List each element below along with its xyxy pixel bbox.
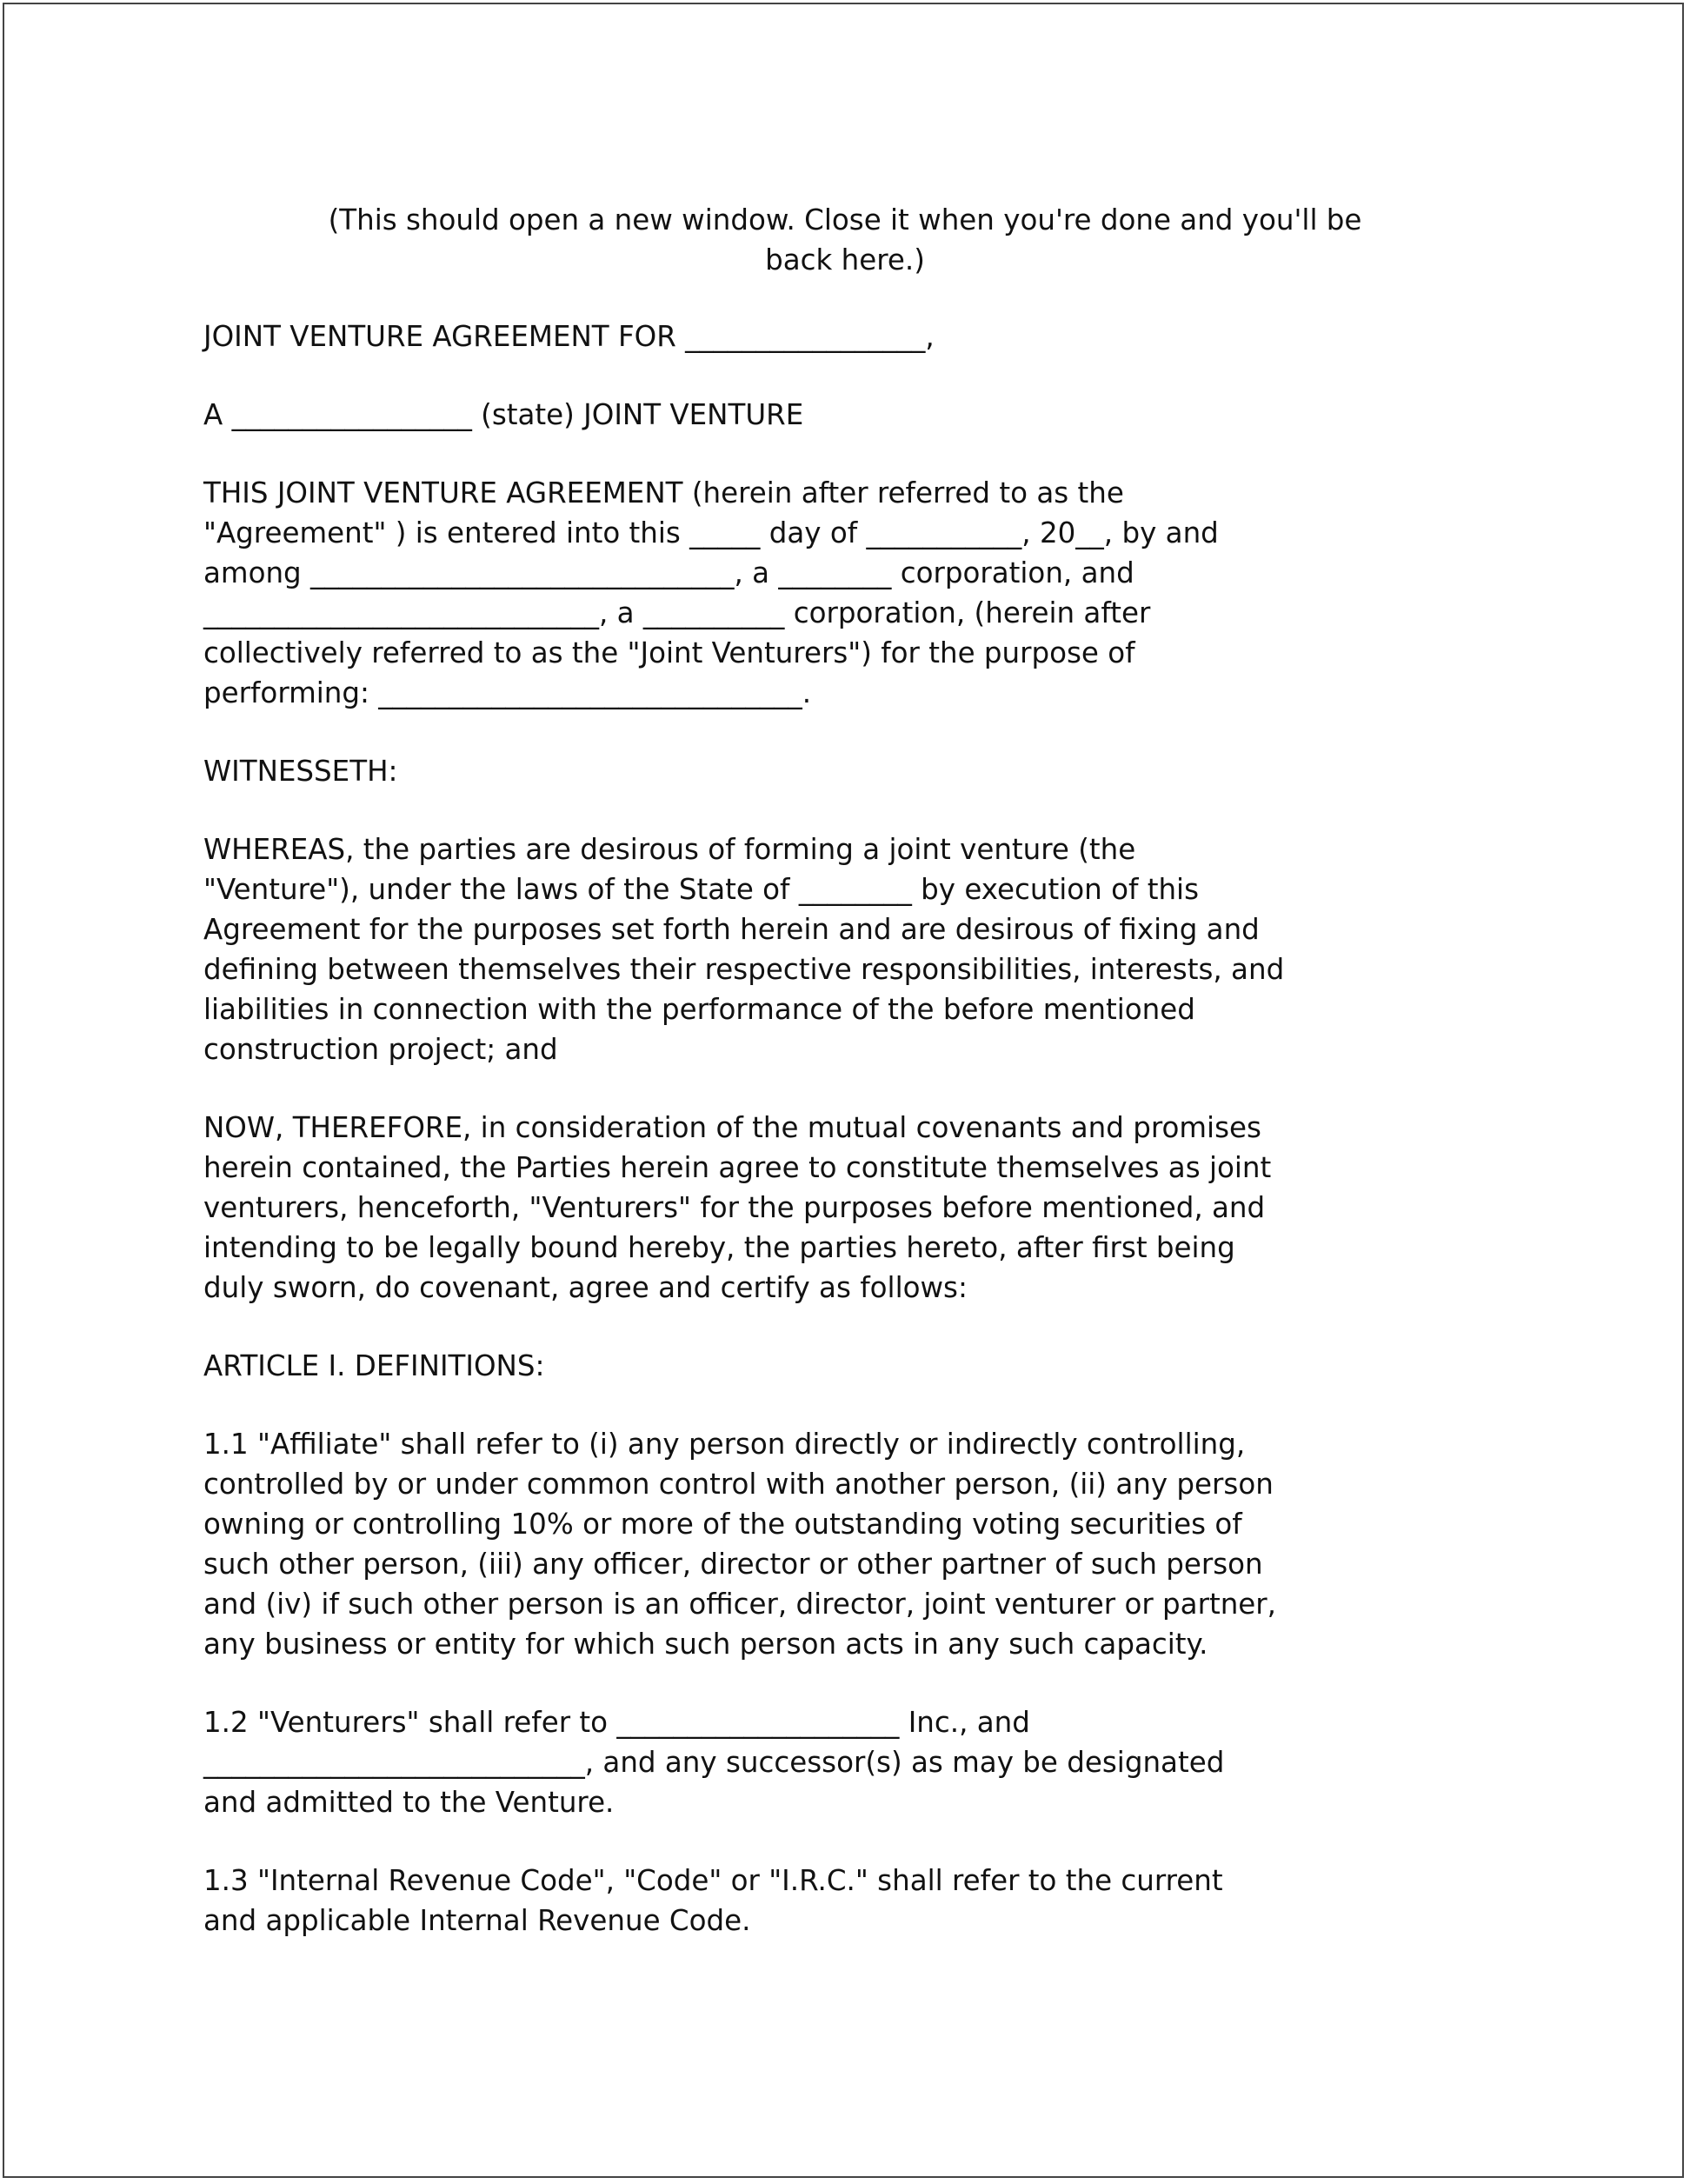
text-line: WITNESSETH:: [203, 755, 398, 788]
text-line: herein contained, the Parties herein agree to constitute themselves as joint: [203, 1151, 1272, 1184]
text-line: Agreement for the purposes set forth herein and are desirous of fixing and: [203, 913, 1260, 946]
definition-1-2: [203, 1702, 1525, 1822]
article-1-heading: [203, 1346, 1525, 1386]
text-line: duly sworn, do covenant, agree and certify as follows:: [203, 1271, 968, 1304]
text-line: NOW, THEREFORE, in consideration of the mutual covenants and promises: [203, 1111, 1261, 1144]
text-line: WHEREAS, the parties are desirous of forming a joint venture (the: [203, 833, 1136, 866]
text-line: ARTICLE I. DEFINITIONS:: [203, 1349, 545, 1382]
text-line: intending to be legally bound hereby, the parties hereto, after first being: [203, 1231, 1235, 1264]
joint-venture-state: [203, 395, 1525, 435]
text-line: "Venture"), under the laws of the State of ________ by execution of this: [203, 873, 1200, 906]
preamble-paragraph: [203, 473, 1525, 713]
text-line: ____________________________, a __________ corporation, (herein after: [203, 596, 1151, 629]
text-line: any business or entity for which such person acts in any such capacity.: [203, 1628, 1208, 1661]
text-line: such other person, (iii) any officer, director or other partner of such person: [203, 1548, 1263, 1581]
text-line: ___________________________, and any successor(s) as may be designated: [203, 1746, 1225, 1779]
note-line: (This should open a new window. Close it when you're done and you'll be: [328, 203, 1362, 236]
text-line: JOINT VENTURE AGREEMENT FOR _________________,: [203, 320, 935, 353]
witnesseth-heading: [203, 751, 1525, 791]
text-line: venturers, henceforth, "Venturers" for the purposes before mentioned, and: [203, 1191, 1266, 1224]
text-line: performing: ______________________________.: [203, 676, 812, 709]
agreement-title: [203, 316, 1525, 356]
text-line: THIS JOINT VENTURE AGREEMENT (herein after referred to as the: [203, 476, 1124, 509]
text-line: "Agreement" ) is entered into this _____ day of ___________, 20__, by and: [203, 516, 1219, 549]
text-line: controlled by or under common control with another person, (ii) any person: [203, 1468, 1274, 1501]
text-line: defining between themselves their respective responsibilities, interests, and: [203, 953, 1285, 986]
agreement-body: [203, 278, 1525, 1941]
text-line: 1.3 "Internal Revenue Code", "Code" or "I.R.C." shall refer to the current: [203, 1864, 1223, 1897]
new-window-note: [0, 200, 1690, 280]
text-line: and admitted to the Venture.: [203, 1786, 615, 1819]
text-line: A _________________ (state) JOINT VENTURE: [203, 398, 804, 431]
text-line: owning or controlling 10% or more of the outstanding voting securities of: [203, 1508, 1242, 1541]
text-line: collectively referred to as the "Joint Venturers") for the purpose of: [203, 636, 1135, 669]
text-line: 1.2 "Venturers" shall refer to ____________________ Inc., and: [203, 1706, 1030, 1739]
text-line: 1.1 "Affiliate" shall refer to (i) any person directly or indirectly controlling,: [203, 1428, 1246, 1461]
definition-1-3: [203, 1861, 1525, 1941]
now-therefore-paragraph: [203, 1108, 1525, 1308]
text-line: and applicable Internal Revenue Code.: [203, 1904, 751, 1937]
text-line: liabilities in connection with the performance of the before mentioned: [203, 993, 1195, 1026]
whereas-paragraph: [203, 829, 1525, 1069]
text-line: construction project; and: [203, 1033, 558, 1066]
note-line: back here.): [765, 243, 925, 276]
text-line: among ______________________________, a ________ corporation, and: [203, 556, 1134, 589]
text-line: and (iv) if such other person is an officer, director, joint venturer or partner,: [203, 1588, 1276, 1621]
definition-1-1: [203, 1424, 1525, 1664]
